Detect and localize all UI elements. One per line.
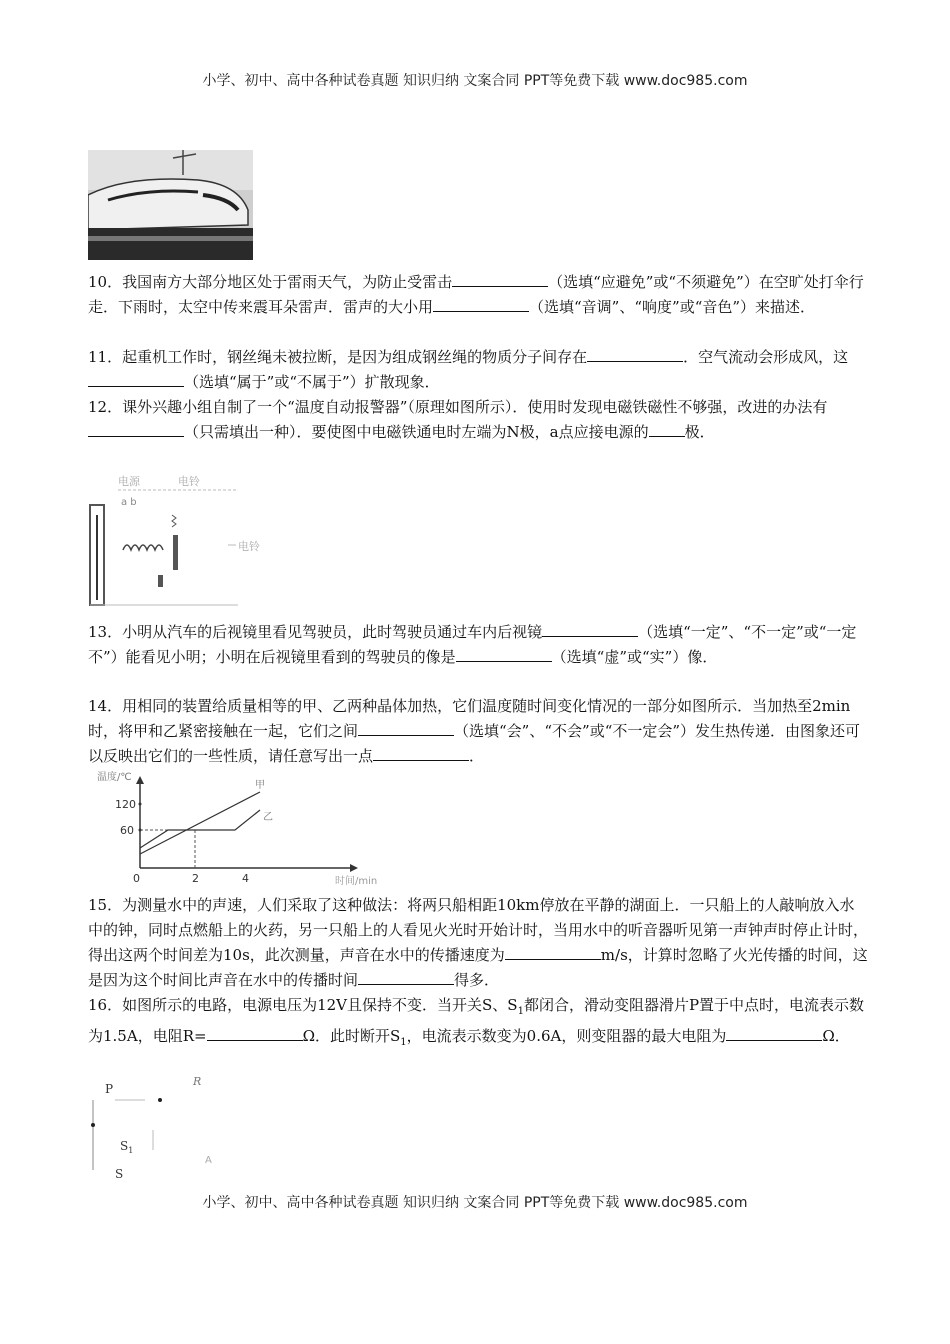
q16-text-2: 都闭合，滑动变阻器滑片P置于中点时，电流表示数为1.5A，电阻R=	[88, 996, 865, 1045]
q12-text-2: （只需填出一种）．要使图中电磁铁通电时左端为N极，a点应接电源的	[184, 423, 649, 441]
q14-blank-2[interactable]	[373, 744, 469, 761]
q11-blank-2[interactable]	[88, 370, 184, 387]
alarm-circuit-figure	[88, 475, 288, 610]
graph-tick-120: 120	[115, 798, 136, 811]
q15-blank-2[interactable]	[358, 968, 454, 985]
q14-text-1: 14．用相同的装置给质量相等的甲、乙两种晶体加热，它们温度随时间变化情况的一部分如图所示．当加热至2min时，将甲和乙紧密接触在一起，它们之间	[88, 697, 851, 740]
q16-sub-1: 1	[517, 1006, 524, 1017]
q16-text-4: ，电流表示数变为0.6A，则变阻器的最大电阻为	[406, 1027, 727, 1045]
q12-blank-2[interactable]	[649, 420, 685, 437]
q12-blank-1[interactable]	[88, 420, 184, 437]
q10-blank-2[interactable]	[433, 295, 529, 312]
graph-tick-2: 2	[192, 872, 199, 885]
q11-blank-1[interactable]	[587, 345, 683, 362]
q15-text-2: m/s，计算时忽略了火光传播的时间，这是因为这个时间比声音在水中的传播时间	[88, 946, 868, 989]
circuit-label-s1: $S_1$	[120, 1139, 134, 1155]
question-15	[88, 893, 868, 993]
q10-text-1: 10．我国南方大部分地区处于雷雨天气，为防止受雷击	[88, 273, 453, 291]
graph-label-yi: 乙	[263, 812, 273, 823]
page-header: 小学、初中、高中各种试卷真题 知识归纳 文案合同 PPT等免费下载 www.doc985.com	[202, 73, 748, 89]
question-12	[88, 395, 868, 445]
q15-text-3: 得多．	[454, 971, 500, 989]
q11-text-1: 11．起重机工作时，钢丝绳未被拉断，是因为组成钢丝绳的物质分子间存在	[88, 348, 588, 366]
q14-blank-1[interactable]	[358, 719, 454, 736]
circuit-label-a: A	[205, 1155, 212, 1166]
q16-text-1: 16．如图所示的电路，电源电压为12V且保持不变．当开关S、S	[88, 996, 518, 1014]
q14-text-2: （选填“会”、“不会”或“不一定会”）发生热传递．由图象还可以反映出它们的一些性质，请任意写出一点	[88, 722, 861, 765]
graph-tick-4: 4	[242, 872, 249, 885]
q13-blank-1[interactable]	[542, 620, 638, 637]
q13-text-2: （选填“一定”、“不一定”或“一定不”）能看见小明；小明在后视镜里看到的驾驶员的像是	[88, 623, 857, 666]
q15-blank-1[interactable]	[505, 943, 601, 960]
q16-text-5: Ω．	[822, 1027, 850, 1045]
circuit-label-s: S	[115, 1167, 124, 1181]
alarm-label-source: 电源	[118, 475, 140, 488]
circuit-label-p: P	[105, 1082, 114, 1096]
question-11	[88, 345, 868, 395]
circuit-label-r: R	[193, 1075, 202, 1088]
graph-ylabel: 温度/℃	[97, 772, 132, 783]
q15-text-1: 15．为测量水中的声速，人们采取了这种做法：将两只船相距10km停放在平静的湖面上．一只船上的人敲响放入水中的钟，同时点燃船上的火药，另一只船上的人看见火光时开始计时，当用水中的听音器听见第一声钟声时停止计时，得出这两个时间差为10s，此次测量，声音在水中的传播速度为	[88, 896, 869, 964]
graph-tick-0: 0	[133, 872, 140, 885]
q11-text-2: ．空气流动会形成风，这	[683, 348, 849, 366]
q16-blank-1[interactable]	[207, 1024, 303, 1041]
graph-xlabel: 时间/min	[335, 876, 378, 887]
q13-text-1: 13．小明从汽车的后视镜里看见驾驶员，此时驾驶员通过车内后视镜	[88, 623, 543, 641]
q14-text-3: ．	[469, 747, 485, 765]
q13-blank-2[interactable]	[456, 645, 552, 662]
alarm-label-bell-right: 电铃	[238, 540, 260, 553]
question-16	[88, 993, 868, 1055]
question-14	[88, 694, 868, 769]
q13-text-3: （选填“虚”或“实”）像．	[551, 648, 718, 666]
temperature-graph	[95, 770, 385, 890]
page-footer: 小学、初中、高中各种试卷真题 知识归纳 文案合同 PPT等免费下载 www.doc985.com	[202, 1195, 748, 1211]
question-13	[88, 620, 868, 670]
q12-text-1: 12．课外兴趣小组自制了一个“温度自动报警器”（原理如图所示）．使用时发现电磁铁磁性不够强，改进的办法有	[88, 398, 828, 416]
q10-blank-1[interactable]	[452, 270, 548, 287]
graph-tick-60: 60	[120, 824, 134, 837]
q12-text-3: 极．	[684, 423, 715, 441]
q16-sub-2: 1	[400, 1037, 407, 1048]
alarm-label-bell: 电铃	[178, 475, 200, 488]
q10-text-2: （选填“应避免”或“不须避免”）在空旷处打伞行走．下雨时，太空中传来震耳朵雷声．雷声的大小用	[88, 273, 864, 316]
q10-text-3: （选填“音调”、“响度”或“音色”）来描述．	[529, 298, 816, 316]
q16-text-3: Ω．此时断开S	[302, 1027, 401, 1045]
question-10	[88, 270, 868, 320]
train-photo	[88, 150, 253, 260]
circuit-figure	[85, 1075, 265, 1185]
q16-blank-2[interactable]	[726, 1024, 822, 1041]
q11-text-3: （选填“属于”或“不属于”）扩散现象．	[184, 373, 440, 391]
graph-label-jia: 甲	[255, 780, 265, 791]
alarm-label-ab: a b	[121, 497, 137, 508]
